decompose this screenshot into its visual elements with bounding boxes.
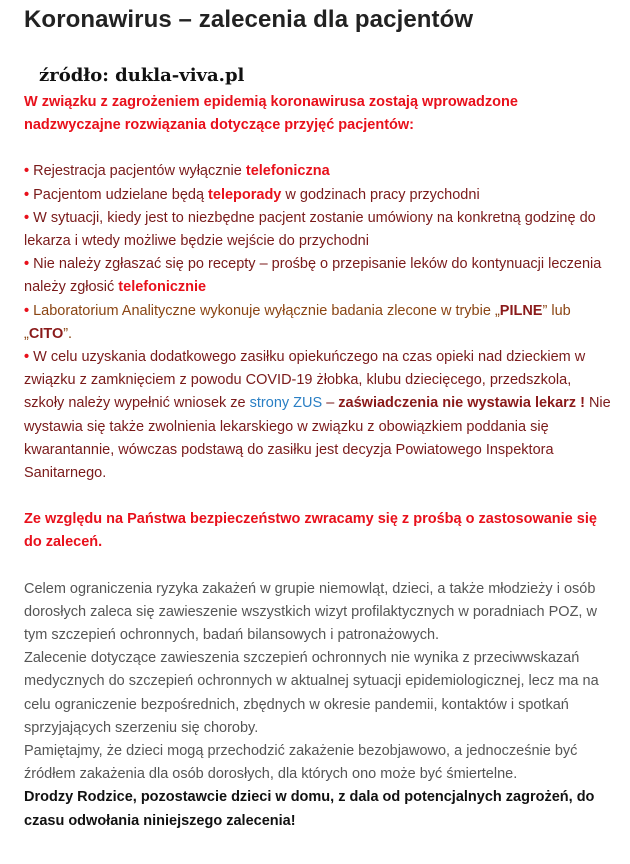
bullet-icon: • bbox=[24, 349, 30, 366]
bullet-text: W sytuacji, kiedy jest to niezbędne pacjent zostanie umówiony na konkretną godzinę do lekarza i wtedy możliwe będzie wejście do przychodni bbox=[24, 209, 596, 250]
bullet-icon: • bbox=[24, 186, 30, 203]
bullet-icon: • bbox=[24, 302, 30, 319]
bullet-emphasis: teleporady bbox=[208, 186, 282, 203]
bullet-text: Pacjentom udzielane będą bbox=[29, 186, 209, 203]
bullet-emphasis: telefoniczna bbox=[245, 163, 330, 180]
paragraph-visits: Celem ograniczenia ryzyka zakażeń w grupie niemowląt, dzieci, a także młodzieży i osób dorosłych zaleca się zawieszenie wszystkich wizyt profilaktycznych w poradniach POZ, w tym szczepień ochronnych, badań bilansowych i patronażowych. bbox=[24, 580, 597, 644]
bullet-text: ”. bbox=[63, 325, 73, 342]
zus-link[interactable]: strony ZUS bbox=[249, 395, 323, 412]
source-line: źródło: dukla-viva.pl bbox=[39, 65, 245, 86]
bullet-icon: • bbox=[24, 209, 30, 226]
article-body bbox=[24, 91, 614, 833]
bullet-icon: • bbox=[24, 163, 30, 180]
bullet-emphasis: zaświadczenia nie wystawia lekarz ! bbox=[338, 395, 585, 412]
bullet-item-registration bbox=[24, 160, 614, 183]
paragraph-vaccinations: Zalecenie dotyczące zawieszenia szczepień ochronnych nie wynika z przeciwwskazań medycznych do szczepień ochronnych w aktualnej sytuacji epidemiologicznej, lecz ma na celu ograniczenie bezpośrednich, zbędnych w okresie pandemii, kontaktów i spotkań sprzyjających szerzeniu się choroby. bbox=[24, 650, 599, 736]
bullet-emphasis-pilne: PILNE bbox=[499, 302, 543, 319]
bullet-item-teleconsultation bbox=[24, 184, 614, 207]
bullet-text: w godzinach pracy przychodni bbox=[281, 186, 480, 203]
notice-paragraph: Ze względu na Państwa bezpieczeństwo zwracamy się z prośbą o zastosowanie się do zaleceń. bbox=[24, 511, 597, 551]
intro-paragraph: W związku z zagrożeniem epidemią koronawirusa zostają wprowadzone nadzwyczajne rozwiązania dotyczące przyjęć pacjentów: bbox=[24, 94, 518, 134]
spacer bbox=[24, 555, 614, 578]
bullet-text: Laboratorium Analityczne wykonuje wyłącznie badania zlecone w trybie „ bbox=[29, 302, 500, 319]
bullet-text: W celu uzyskania dodatkowego zasiłku opiekuńczego na czas opieki nad dzieckiem w związku z zamknięciem z powodu COVID-19 żłobka, klubu dziecięcego, przedszkola, szkoły należy wypełnić wniosek ze bbox=[24, 349, 586, 412]
closing-paragraph: Drodzy Rodzice, pozostawcie dzieci w domu, z dala od potencjalnych zagrożeń, do czasu odwołania niniejszego zalecenia! bbox=[24, 789, 595, 829]
bullet-emphasis: telefonicznie bbox=[118, 279, 207, 296]
bullet-text: Nie wystawia się także zwolnienia lekarskiego w związku z obowiązkiem poddania się kwarantannie, wówczas podstawą do zasiłku jest decyzja Powiatowego Inspektora Sanitarnego. bbox=[24, 395, 611, 482]
bullet-item-allowance bbox=[24, 346, 614, 485]
bullet-text: Rejestracja pacjentów wyłącznie bbox=[29, 163, 246, 180]
paragraph-asymptomatic: Pamiętajmy, że dzieci mogą przechodzić zakażenie bezobjawowo, a jednocześnie być źródłem zakażenia dla osób dorosłych, dla których ono może być śmiertelne. bbox=[24, 743, 578, 783]
bullet-text: ” lub „ bbox=[24, 302, 571, 342]
bullet-emphasis-cito: CITO bbox=[28, 325, 64, 342]
bullet-text: – bbox=[322, 395, 339, 412]
bullet-item-appointment bbox=[24, 207, 614, 253]
bullet-item-prescriptions bbox=[24, 253, 614, 299]
page-title: Koronawirus – zalecenia dla pacjentów bbox=[24, 6, 474, 33]
bullet-icon: • bbox=[24, 256, 30, 273]
spacer bbox=[24, 485, 614, 508]
bullet-item-laboratory bbox=[24, 300, 614, 346]
bullet-text: Nie należy zgłaszać się po recepty – prośbę o przepisanie leków do kontynuacji leczenia należy zgłosić bbox=[24, 256, 602, 296]
